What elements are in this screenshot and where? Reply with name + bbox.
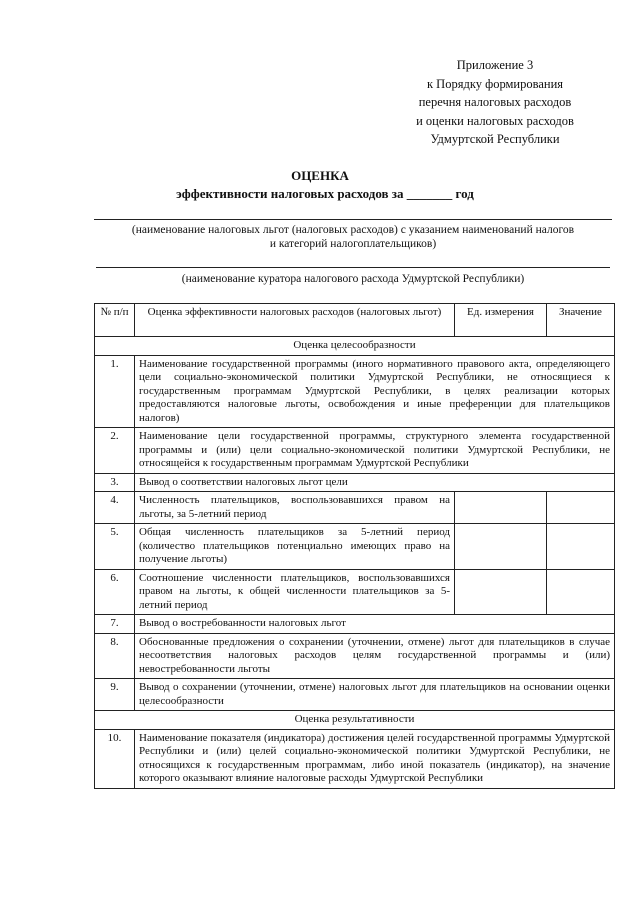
row-text: Вывод о востребованности налоговых льгот [135,615,615,634]
fill-in-line-tax-benefits [94,219,612,220]
caption-line: и категорий налогоплательщиков) [269,238,437,250]
row-num: 4. [95,492,135,524]
row-text: Обоснованные предложения о сохранении (уточнении, отмене) льгот для плательщиков в случае несоответствия налоговых расходов целям государственной программы и (или) невостребованности льготы [135,633,615,679]
row-num: 7. [95,615,135,634]
value-cell [547,569,615,615]
table-row [95,729,615,788]
header-num: № п/п [95,304,135,337]
header-unit: Ед. измерения [455,304,547,337]
row-num: 6. [95,569,135,615]
table-header-row [95,304,615,337]
appendix-line: и оценки налоговых расходов [416,113,574,128]
unit-cell [455,524,547,570]
row-text: Вывод о сохранении (уточнении, отмене) налоговых льгот для плательщиков на основании оценки целесообразности [135,679,615,711]
row-text: Численность плательщиков, воспользовавшихся правом на льготы, за 5-летний период [135,492,455,524]
row-num: 3. [95,473,135,492]
row-text: Общая численность плательщиков за 5-летний период (количество плательщиков потенциально имеющих право на получение льготы) [135,524,455,570]
table-row [95,473,615,492]
assessment-table [94,303,615,789]
appendix-line: Приложение 3 [456,58,534,72]
row-text: Наименование государственной программы (иного нормативного правового акта, определяющего цели социально-экономической политики Удмуртской Республики, не относящиеся к государственным программам Удмуртской Республики, в целях реализации которых предоставляются налоговые льготы, освобождения и иные преференции для плательщиков налогов) [135,355,615,428]
caption-tax-benefits [94,223,612,251]
fill-in-line-curator [96,267,610,268]
unit-cell [455,569,547,615]
value-cell [547,492,615,524]
section-row [95,711,615,730]
appendix-line: к Порядку формирования [426,76,564,91]
row-num: 10. [95,729,135,788]
caption-curator: (наименование куратора налогового расхода Удмуртской Республики) [181,273,525,285]
section-title: Оценка результативности [95,711,615,730]
unit-cell [455,492,547,524]
section-title: Оценка целесообразности [95,337,615,356]
row-text: Наименование цели государственной программы, структурного элемента государственной программы и (или) цели социально-экономической политики Удмуртской Республики, не относящейся к государственным программам Удмуртской Республики [135,428,615,474]
appendix-line: Удмуртской Республики [430,132,560,146]
row-text: Вывод о соответствии налоговых льгот цели [135,473,615,492]
row-text: Наименование показателя (индикатора) достижения целей государственной программы Удмуртской Республики и (или) целей социально-экономической политики Удмуртской Республики, не относящихся к государственным программам, либо иной показатель (индикатор), на значение которого оказывают влияние налоговые расходы Удмуртской Республики [135,729,615,788]
value-cell [547,524,615,570]
header-assessment: Оценка эффективности налоговых расходов (налоговых льгот) [135,304,455,337]
table-row [95,679,615,711]
row-num: 1. [95,355,135,428]
table-row [95,524,615,570]
row-num: 9. [95,679,135,711]
appendix-header [380,56,610,149]
appendix-line: перечня налоговых расходов [418,95,572,109]
row-num: 2. [95,428,135,474]
table-row [95,633,615,679]
table-row [95,615,615,634]
section-row [95,337,615,356]
table-row [95,355,615,428]
row-num: 5. [95,524,135,570]
table-row [95,569,615,615]
header-value: Значение [547,304,615,337]
table-row [95,492,615,524]
document-title: ОЦЕНКА [291,168,349,183]
document-subtitle: эффективности налоговых расходов за _______ год [176,186,474,201]
caption-line: (наименование налоговых льгот (налоговых расходов) с указанием наименований налогов [131,224,575,236]
document-title-block [0,167,640,203]
row-num: 8. [95,633,135,679]
row-text: Соотношение численности плательщиков, воспользовавшихся правом на льготы, к общей численности плательщиков за 5-летний период [135,569,455,615]
table-row [95,428,615,474]
